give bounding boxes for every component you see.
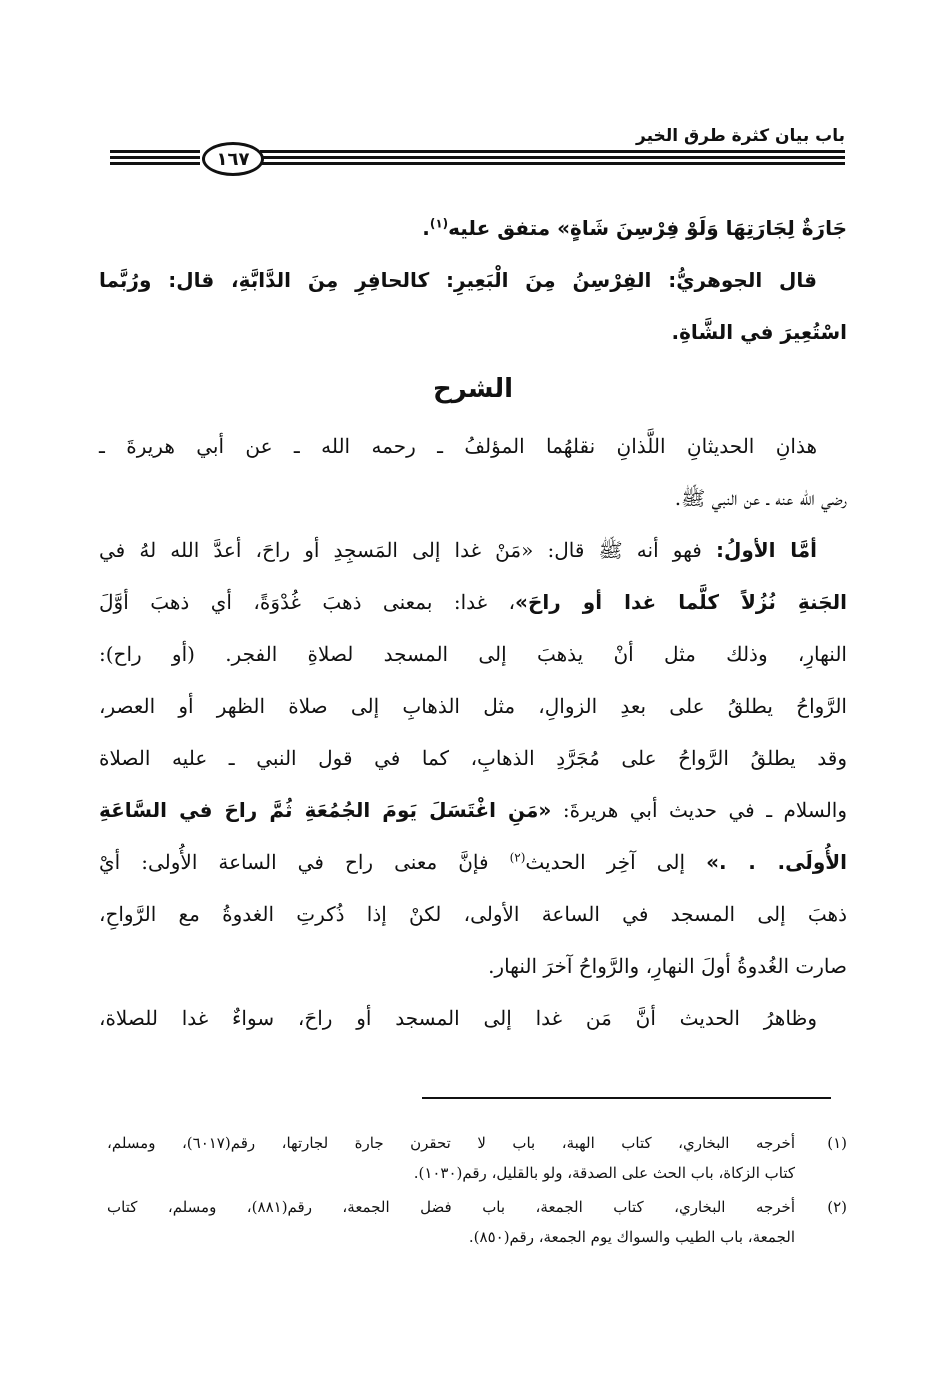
page-header	[110, 116, 845, 174]
text-line: اسْتُعِيرَ في الشَّاةِ.	[671, 320, 847, 344]
footnote	[107, 1192, 847, 1252]
text-span: والسلام ـ في حديث أبي هريرةَ:	[562, 798, 848, 822]
text-line: قال الجوهريُّ: الفِرْسِنُ مِنَ الْبَعِيرِ: كالحافِرِ مِنَ الدَّابَّةِ، قال: ورُبَّما	[99, 268, 817, 292]
text-span: الأُولَى. . .»	[706, 850, 847, 874]
text-span: .	[422, 216, 430, 240]
text-span: فإنَّ معنى راح في الساعة الأُولى: أيْ	[99, 850, 510, 874]
header-rule	[110, 156, 200, 159]
footnote-separator	[422, 1097, 831, 1099]
footnote-ref: (١)	[429, 216, 449, 231]
running-title: باب بيان كثرة طرق الخير	[636, 126, 845, 146]
text-span: فهو أنه ﷺ قال: «مَنْ غدا إلى المَسجِدِ أو راحَ، أعدَّ الله لهُ في	[99, 538, 702, 562]
text-line	[99, 576, 847, 628]
footnote	[107, 1128, 847, 1188]
footnotes	[107, 1128, 847, 1256]
text-span: «مَنِ اغْتَسَلَ يَومَ الجُمُعَةِ ثُمَّ راحَ في السَّاعَةِ	[99, 798, 552, 822]
footnote-number: (٢)	[827, 1198, 847, 1216]
text-line: صارت الغُدوةُ أولَ النهارِ، والرَّواحُ آخرَ النهار.	[488, 954, 847, 978]
text-line	[99, 784, 847, 836]
main-text	[99, 202, 847, 1044]
text-line: وظاهرُ الحديث أنَّ مَن غدا إلى المسجد أو راحَ، سواءٌ غدا للصلاة،	[99, 1006, 817, 1030]
section-heading: الشرح	[432, 374, 514, 404]
header-rule	[260, 150, 845, 153]
text-line: ذهبَ إلى المسجد في الساعة الأولى، لكنْ إذا ذُكرتِ الغدوةُ مع الرَّواحِ،	[99, 902, 847, 926]
text-line	[99, 836, 847, 888]
text-span: ، غدا: بمعنى ذهبَ غُدْوَةً، أي ذهبَ أوَّلَ	[99, 590, 516, 614]
footnote-ref: (٢)	[509, 850, 526, 865]
footnote-line: الجمعة، باب الطيب والسواك يوم الجمعة، رقم(٨٥٠).	[468, 1228, 795, 1246]
text-span: أمَّا الأولُ:	[716, 538, 818, 562]
text-span: إلى آخِر الحديث	[525, 850, 707, 874]
text-line	[99, 202, 847, 254]
text-line: رضي الله عنه ـ عن النبي ﷺ.	[674, 486, 847, 510]
page-number: ١٦٧	[202, 142, 264, 176]
footnote-line: أخرجه البخاري، كتاب الجمعة، باب فضل الجمعة، رقم(٨٨١)، ومسلم، كتاب	[107, 1198, 796, 1216]
header-rule	[260, 162, 845, 165]
text-span: الجَنةِ نُزُلاً كلَّما غدا أو راحَ»	[515, 590, 847, 614]
text-line: هذانِ الحديثانِ اللَّذانِ نقلهُما المؤلفُ ـ رحمه الله ـ عن أبي هريرةَ ـ	[99, 434, 817, 458]
text-line: وقد يطلقُ الرَّواحُ على مُجَرَّدِ الذهابِ، كما في قول النبي ـ عليه الصلاة	[99, 746, 847, 770]
header-rule	[260, 156, 845, 159]
text-span: جَارَةٌ لِجَارَتِهَا وَلَوْ فِرْسِنَ شَاةٍ» متفق عليه	[448, 216, 847, 240]
text-line: الرَّواحُ يطلقُ على بعدِ الزوالِ، مثل الذهابِ إلى صلاة الظهر أو العصر،	[99, 694, 847, 718]
footnote-number: (١)	[827, 1134, 847, 1152]
text-line: النهارِ، وذلك مثل أنْ يذهبَ إلى المسجد لصلاةِ الفجر. (أو راح):	[99, 642, 847, 666]
footnote-line: كتاب الزكاة، باب الحث على الصدقة، ولو بالقليل، رقم(١٠٣٠).	[413, 1164, 795, 1182]
header-rule	[110, 162, 200, 165]
footnote-line: أخرجه البخاري، كتاب الهبة، باب لا تحقرن جارة لجارتها، رقم(٦٠١٧)، ومسلم،	[107, 1134, 795, 1152]
header-rule	[110, 150, 200, 153]
text-line	[99, 524, 847, 576]
